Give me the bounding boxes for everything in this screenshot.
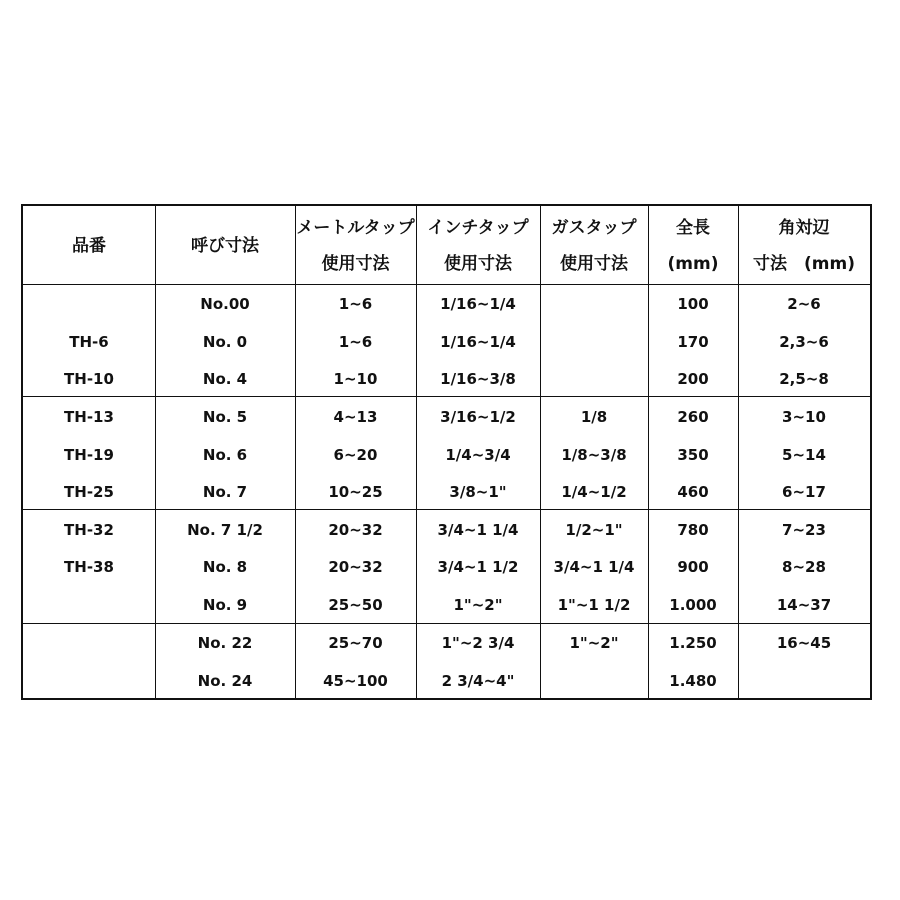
cell-inch-tap: 1/4~3/4	[445, 446, 511, 464]
cell-inch-tap: 1/16~1/4	[440, 333, 516, 351]
cell-metric-tap: 1~6	[338, 333, 373, 351]
cell-square-size	[738, 665, 870, 697]
cell-gas-tap	[540, 363, 648, 395]
cell-total-length: 900	[677, 558, 709, 576]
header-total-length-unit: (mm)	[667, 254, 719, 274]
cell-metric-tap: 45~100	[323, 672, 388, 690]
cell-nominal-size: No. 8	[202, 558, 248, 576]
cell-square-size: 6~17	[782, 483, 826, 501]
cell-inch-tap: 1/16~3/8	[440, 370, 516, 388]
cell-nominal-size: No. 4	[202, 370, 248, 388]
cell-gas-tap: 1"~1 1/2	[557, 596, 631, 614]
cell-gas-tap	[540, 326, 648, 358]
group-divider	[23, 509, 870, 510]
cell-metric-tap: 25~70	[328, 634, 383, 652]
cell-nominal-size: No. 6	[202, 446, 248, 464]
header-square-size-unit: 寸法 (mm)	[753, 254, 855, 274]
header-square-size: 角対辺	[778, 218, 830, 238]
spec-table	[21, 204, 872, 700]
cell-metric-tap: 10~25	[328, 483, 383, 501]
cell-gas-tap: 1"~2"	[569, 634, 619, 652]
cell-gas-tap	[540, 288, 648, 320]
cell-product-code: TH-13	[64, 408, 114, 426]
header-metric-tap: メートルタップ	[296, 218, 415, 238]
cell-product-code	[23, 288, 155, 320]
cell-total-length: 200	[677, 370, 709, 388]
cell-gas-tap	[540, 665, 648, 697]
cell-square-size: 3~10	[782, 408, 826, 426]
cell-gas-tap: 1/8~3/8	[561, 446, 627, 464]
cell-inch-tap: 3/4~1 1/2	[437, 558, 519, 576]
cell-product-code: TH-32	[64, 521, 114, 539]
cell-product-code: TH-25	[64, 483, 114, 501]
cell-inch-tap: 3/8~1"	[449, 483, 507, 501]
cell-square-size: 2,5~8	[779, 370, 829, 388]
cell-gas-tap: 1/8	[580, 408, 608, 426]
cell-product-code: TH-6	[69, 333, 109, 351]
cell-metric-tap: 4~13	[333, 408, 378, 426]
cell-total-length: 1.250	[669, 634, 717, 652]
cell-nominal-size: No. 7	[202, 483, 248, 501]
cell-square-size: 14~37	[776, 596, 832, 614]
cell-product-code	[23, 627, 155, 659]
cell-square-size: 8~28	[782, 558, 826, 576]
header-product-code: 品番	[72, 236, 106, 256]
cell-gas-tap: 1/2~1"	[565, 521, 623, 539]
cell-inch-tap: 1"~2"	[453, 596, 503, 614]
cell-inch-tap: 3/16~1/2	[440, 408, 516, 426]
cell-metric-tap: 1~10	[333, 370, 378, 388]
cell-metric-tap: 1~6	[338, 295, 373, 313]
header-inch-tap-sub: 使用寸法	[444, 254, 512, 274]
header-metric-tap-sub: 使用寸法	[321, 254, 390, 274]
cell-nominal-size: No. 22	[197, 634, 253, 652]
cell-nominal-size: No. 5	[202, 408, 248, 426]
group-divider	[23, 396, 870, 397]
cell-product-code: TH-38	[64, 558, 114, 576]
header-inch-tap: インチタップ	[427, 218, 529, 238]
cell-square-size: 2,3~6	[779, 333, 829, 351]
cell-square-size: 2~6	[787, 295, 821, 313]
cell-total-length: 260	[677, 408, 709, 426]
cell-gas-tap: 1/4~1/2	[561, 483, 627, 501]
header-gas-tap: ガスタップ	[551, 218, 637, 238]
cell-nominal-size: No. 24	[197, 672, 253, 690]
group-divider	[23, 623, 870, 624]
cell-product-code: TH-10	[64, 370, 114, 388]
cell-total-length: 780	[677, 521, 709, 539]
cell-square-size: 7~23	[782, 521, 826, 539]
cell-total-length: 350	[677, 446, 709, 464]
cell-total-length: 460	[677, 483, 709, 501]
cell-total-length: 1.000	[669, 596, 717, 614]
header-total-length: 全長	[676, 218, 710, 238]
cell-gas-tap: 3/4~1 1/4	[553, 558, 635, 576]
cell-product-code: TH-19	[64, 446, 114, 464]
cell-metric-tap: 20~32	[328, 558, 383, 576]
cell-inch-tap: 2 3/4~4"	[441, 672, 515, 690]
cell-product-code	[23, 665, 155, 697]
cell-square-size: 16~45	[776, 634, 832, 652]
cell-product-code	[23, 589, 155, 621]
cell-total-length: 1.480	[669, 672, 717, 690]
cell-total-length: 100	[677, 295, 709, 313]
cell-inch-tap: 3/4~1 1/4	[437, 521, 519, 539]
cell-inch-tap: 1/16~1/4	[440, 295, 516, 313]
cell-square-size: 5~14	[782, 446, 826, 464]
header-nominal-size: 呼び寸法	[191, 236, 259, 256]
cell-total-length: 170	[677, 333, 709, 351]
header-gas-tap-sub: 使用寸法	[560, 254, 628, 274]
cell-metric-tap: 25~50	[328, 596, 383, 614]
cell-metric-tap: 20~32	[328, 521, 383, 539]
cell-metric-tap: 6~20	[333, 446, 378, 464]
cell-nominal-size: No.00	[200, 295, 250, 313]
cell-nominal-size: No. 9	[202, 596, 248, 614]
cell-nominal-size: No. 0	[202, 333, 248, 351]
cell-inch-tap: 1"~2 3/4	[441, 634, 515, 652]
header-divider	[23, 284, 870, 285]
cell-nominal-size: No. 7 1/2	[187, 521, 263, 539]
